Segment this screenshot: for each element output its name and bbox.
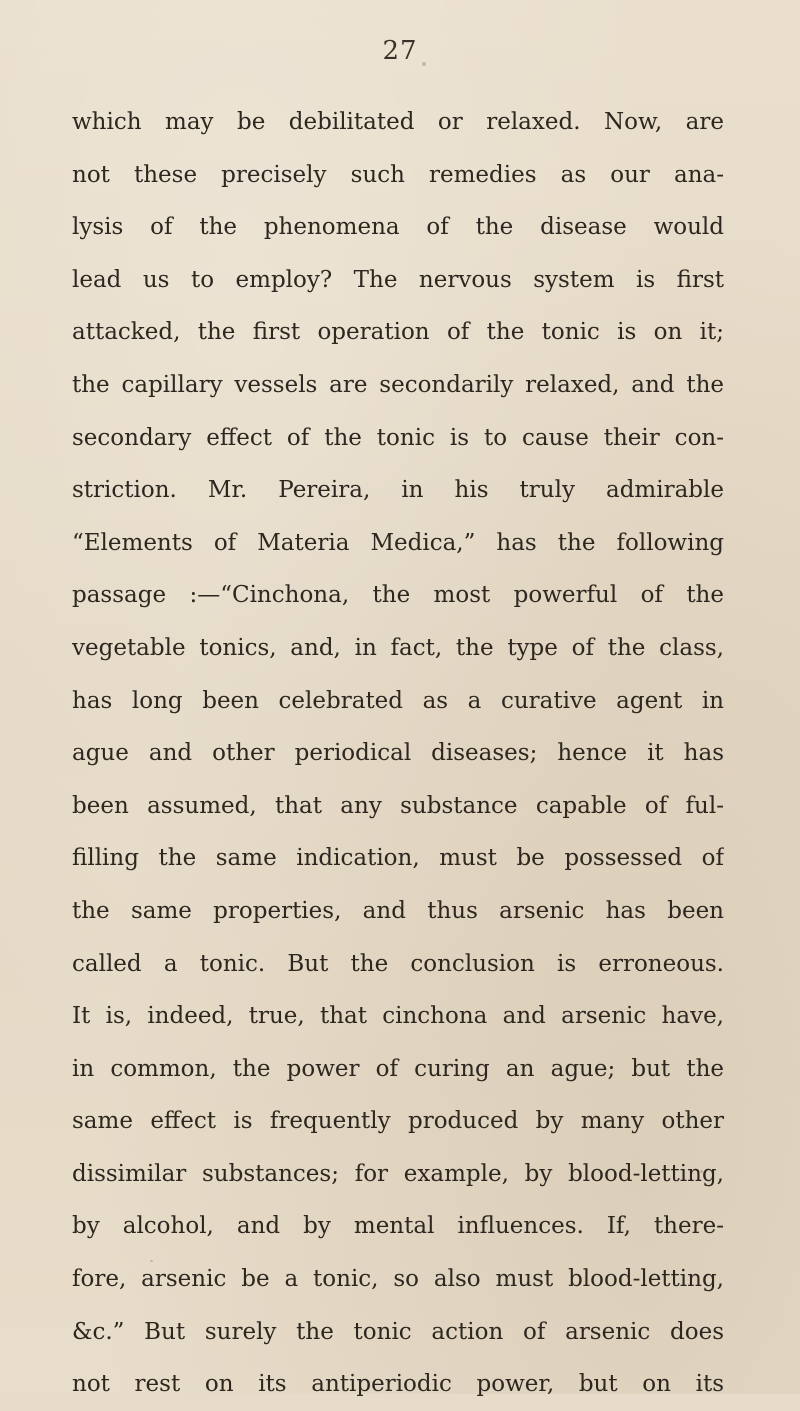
text-line: not these precisely such remedies as our ana- (72, 161, 724, 188)
text-line: been assumed, that any substance capable of ful- (72, 792, 724, 819)
text-line: attacked, the first operation of the tonic is on it; (72, 319, 724, 346)
text-line: the same properties, and thus arsenic has been (72, 897, 724, 924)
text-line: filling the same indication, must be possessed of (72, 845, 724, 872)
text-line: by alcohol, and by mental influences. If, there- (72, 1213, 724, 1240)
text-line: has long been celebrated as a curative agent in (72, 687, 724, 714)
text-line: the capillary vessels are secondarily relaxed, and the (72, 371, 724, 398)
text-line: vegetable tonics, and, in fact, the type of the class, (72, 634, 724, 661)
text-line: striction. Mr. Pereira, in his truly admirable (72, 477, 724, 504)
text-line: lead us to employ? The nervous system is first (72, 266, 724, 293)
text-line: which may be debilitated or relaxed. Now, are (72, 109, 724, 135)
text-line: lysis of the phenomena of the disease would (72, 214, 724, 241)
text-line: ague and other periodical diseases; hence it has (72, 740, 724, 767)
text-line: in common, the power of curing an ague; but the (72, 1055, 724, 1082)
text-line: &c.” But surely the tonic action of arsenic does (72, 1318, 724, 1345)
text-line: same effect is frequently produced by many other (72, 1108, 724, 1135)
text-line: dissimilar substances; for example, by blood-letting, (72, 1160, 724, 1187)
text-line: secondary effect of the tonic is to cause their con- (72, 424, 724, 451)
text-line: called a tonic. But the conclusion is erroneous. (72, 950, 724, 977)
body-text (72, 96, 724, 1411)
text-line: “Elements of Materia Medica,” has the following (72, 529, 724, 556)
text-line: passage :—“Cinchona, the most powerful of the (72, 582, 724, 609)
text-line: not rest on its antiperiodic power, but on its (72, 1371, 724, 1398)
text-line: It is, indeed, true, that cinchona and arsenic have, (72, 1003, 724, 1030)
text-line: fore, arsenic be a tonic, so also must blood-letting, (72, 1266, 724, 1293)
page-number: 27 (382, 36, 418, 66)
